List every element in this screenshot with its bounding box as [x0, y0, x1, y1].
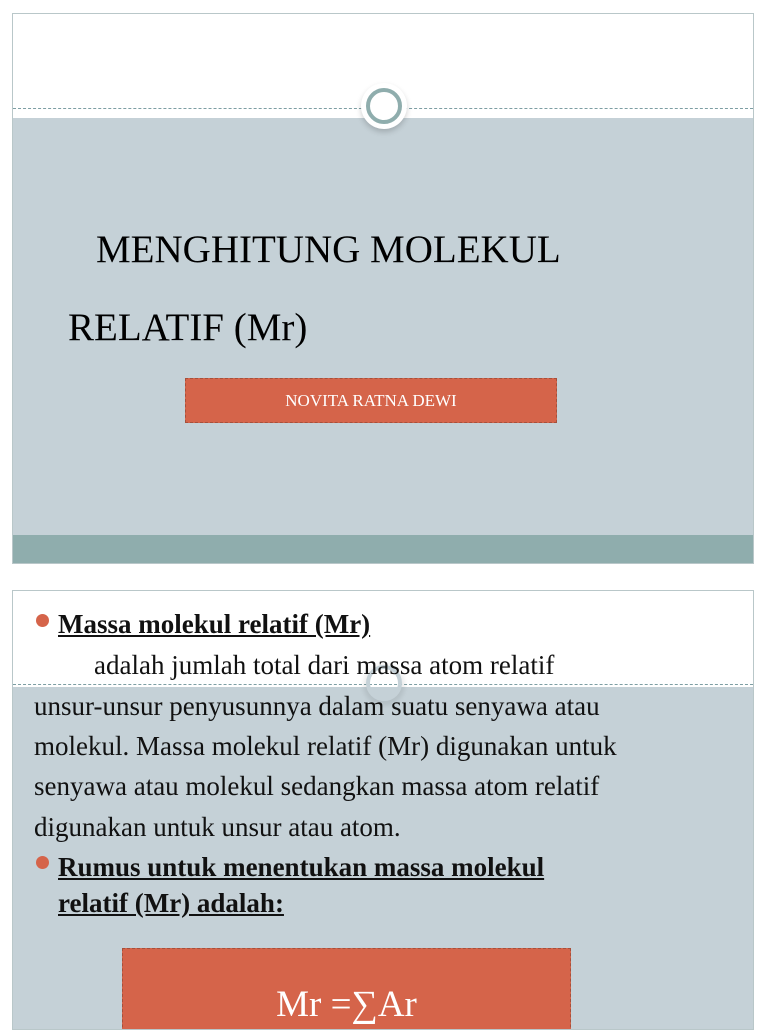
author-box: [185, 378, 557, 423]
author-name: NOVITA RATNA DEWI: [285, 390, 457, 410]
circle-ornament-icon: [366, 88, 402, 124]
content-slide: [12, 590, 754, 1030]
paragraph-line: molekul. Massa molekul relatif (Mr) digunakan untuk: [34, 731, 617, 761]
paragraph-line: adalah jumlah total dari massa atom relatif: [94, 650, 555, 680]
formula-text: Mr =∑Ar: [276, 984, 417, 1025]
bullet-dot-icon: [36, 856, 49, 869]
paragraph-line: digunakan untuk unsur atau atom.: [34, 812, 401, 842]
slide-title-line-1: MENGHITUNG MOLEKUL: [96, 228, 561, 271]
slide-footer-band: [13, 535, 753, 563]
bullet-heading-mr: Massa molekul relatif (Mr): [58, 609, 371, 639]
slide-title-line-2: RELATIF (Mr): [68, 306, 308, 349]
title-slide: [12, 13, 754, 564]
paragraph-line: unsur-unsur penyusunnya dalam suatu senyawa atau: [34, 691, 600, 721]
formula-box: [122, 948, 571, 1030]
paragraph-line: senyawa atau molekul sedangkan massa atom relatif: [34, 771, 600, 801]
bullet-heading-formula-line-2: relatif (Mr) adalah:: [58, 888, 284, 918]
bullet-dot-icon: [36, 614, 49, 627]
bullet-heading-formula-line-1: Rumus untuk menentukan massa molekul: [58, 852, 545, 882]
